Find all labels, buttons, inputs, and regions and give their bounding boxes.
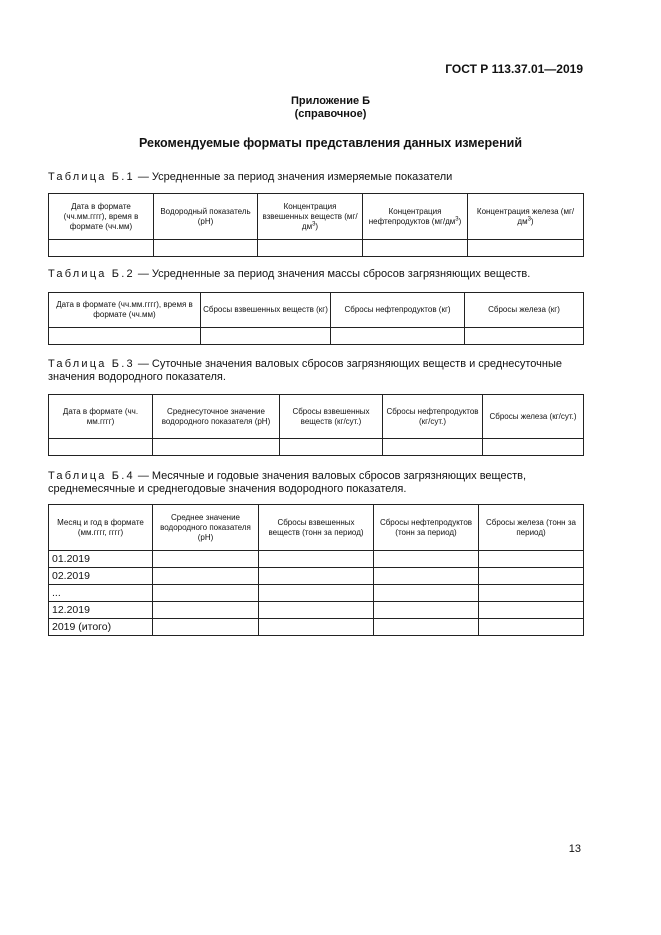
appendix-subtitle: (справочное) xyxy=(294,108,367,120)
table-cell xyxy=(483,439,584,456)
table-header-cell: Сбросы железа (тонн за период) xyxy=(479,505,584,551)
table-header-cell: Дата в формате (чч. мм.гггг) xyxy=(49,395,153,439)
table-header-cell xyxy=(258,194,363,240)
table-cell xyxy=(374,619,479,636)
unit-superscript: 3 xyxy=(312,220,316,227)
table-cell xyxy=(479,551,584,568)
table-cell xyxy=(374,551,479,568)
table-header-cell: Водородный показатель (pH) xyxy=(154,194,258,240)
table-row xyxy=(49,240,584,257)
table-header-cell: Сбросы железа (кг) xyxy=(465,293,584,328)
table-cell xyxy=(280,439,383,456)
table-cell xyxy=(49,328,201,345)
table-cell xyxy=(259,585,374,602)
table-header-cell xyxy=(468,194,584,240)
unit-superscript: 3 xyxy=(527,215,531,222)
table2-caption xyxy=(48,268,583,281)
table-b2 xyxy=(48,292,584,345)
table-header-cell xyxy=(363,194,468,240)
unit-close: ) xyxy=(315,221,319,231)
table-cell xyxy=(374,602,479,619)
table-b1 xyxy=(48,193,584,257)
table-row xyxy=(49,568,584,585)
table-cell xyxy=(259,602,374,619)
table-header-cell: Сбросы нефтепродуктов (кг) xyxy=(331,293,465,328)
table-cell xyxy=(331,328,465,345)
table1-caption xyxy=(48,171,583,184)
unit-close: ) xyxy=(458,216,462,226)
table-cell xyxy=(259,551,374,568)
appendix-title-block xyxy=(0,95,661,121)
table-cell xyxy=(479,619,584,636)
table-row xyxy=(49,551,584,568)
table-header-row xyxy=(49,194,584,240)
table-row xyxy=(49,328,584,345)
table-cell xyxy=(468,240,584,257)
table-header-cell: Сбросы нефтепродуктов (тонн за период) xyxy=(374,505,479,551)
table-cell xyxy=(259,619,374,636)
table-cell xyxy=(258,240,363,257)
header-text: Концентрация взвешенных веществ (мг/дм xyxy=(262,201,358,231)
table2-label: Таблица Б.2 xyxy=(48,268,135,280)
table2-caption-text: — Усредненные за период значения массы сбросов загрязняющих веществ. xyxy=(134,268,531,280)
table-cell xyxy=(153,439,280,456)
table-row xyxy=(49,619,584,636)
table3-caption xyxy=(48,358,583,384)
table1-caption-text: — Усредненные за период значения измеряемые показатели xyxy=(134,171,453,183)
table-cell xyxy=(363,240,468,257)
table-cell xyxy=(153,551,259,568)
table-cell xyxy=(154,240,258,257)
section-heading: Рекомендуемые форматы представления данных измерений xyxy=(138,136,523,150)
table-cell xyxy=(49,439,153,456)
table-header-cell: Дата в формате (чч.мм.гггг), время в формате (чч.мм) xyxy=(49,194,154,240)
table-header-cell: Дата в формате (чч.мм.гггг), время в формате (чч.мм) xyxy=(49,293,201,328)
table-cell xyxy=(465,328,584,345)
table-b3 xyxy=(48,394,584,456)
header-text: Концентрация нефтепродуктов (мг/дм xyxy=(368,206,456,226)
month-cell: 2019 (итого) xyxy=(49,619,153,636)
table1-label: Таблица Б.1 xyxy=(48,171,135,183)
table4-caption-text: — Месячные и годовые значения валовых сбросов загрязняющих веществ, среднемесячные и среднегодовые значения водородного показателя. xyxy=(48,470,527,495)
table-row xyxy=(49,439,584,456)
table-header-cell: Месяц и год в формате (мм.гггг, гггг) xyxy=(49,505,153,551)
month-cell: 02.2019 xyxy=(49,568,153,585)
month-cell: 12.2019 xyxy=(49,602,153,619)
month-cell: 01.2019 xyxy=(49,551,153,568)
table-cell xyxy=(153,602,259,619)
table-cell xyxy=(374,585,479,602)
table4-caption xyxy=(48,470,583,496)
table-header-cell: Среднее значение водородного показателя (pH) xyxy=(153,505,259,551)
table-cell xyxy=(153,585,259,602)
table-cell xyxy=(153,619,259,636)
table-cell xyxy=(49,240,154,257)
table-cell xyxy=(374,568,479,585)
table-header-cell: Сбросы взвешенных веществ (кг) xyxy=(201,293,331,328)
table-cell xyxy=(479,585,584,602)
table4-label: Таблица Б.4 xyxy=(48,470,135,482)
table-b4 xyxy=(48,504,584,636)
appendix-title: Приложение Б xyxy=(290,95,371,107)
month-cell: ... xyxy=(49,585,153,602)
table-row xyxy=(49,602,584,619)
table3-caption-text: — Суточные значения валовых сбросов загрязняющих веществ и среднесуточные значения водородного показателя. xyxy=(48,358,563,383)
table-cell xyxy=(201,328,331,345)
page-number: 13 xyxy=(568,843,581,855)
table-row xyxy=(49,585,584,602)
unit-superscript: 3 xyxy=(455,215,459,222)
table-cell xyxy=(479,602,584,619)
table-cell xyxy=(383,439,483,456)
table-cell xyxy=(479,568,584,585)
header-text: Концентрация железа (мг/дм xyxy=(476,206,575,226)
table3-label: Таблица Б.3 xyxy=(48,358,135,370)
document-id: ГОСТ Р 113.37.01—2019 xyxy=(445,62,583,76)
unit-close: ) xyxy=(530,216,534,226)
table-header-cell: Сбросы нефтепродуктов (кг/сут.) xyxy=(383,395,483,439)
table-header-row xyxy=(49,505,584,551)
table-header-cell: Сбросы взвешенных веществ (кг/сут.) xyxy=(280,395,383,439)
table-header-row xyxy=(49,395,584,439)
table-header-cell: Сбросы железа (кг/сут.) xyxy=(483,395,584,439)
table-header-cell: Сбросы взвешенных веществ (тонн за период) xyxy=(259,505,374,551)
table-header-row xyxy=(49,293,584,328)
table-cell xyxy=(259,568,374,585)
table-header-cell: Среднесуточное значение водородного показателя (pH) xyxy=(153,395,280,439)
table-cell xyxy=(153,568,259,585)
